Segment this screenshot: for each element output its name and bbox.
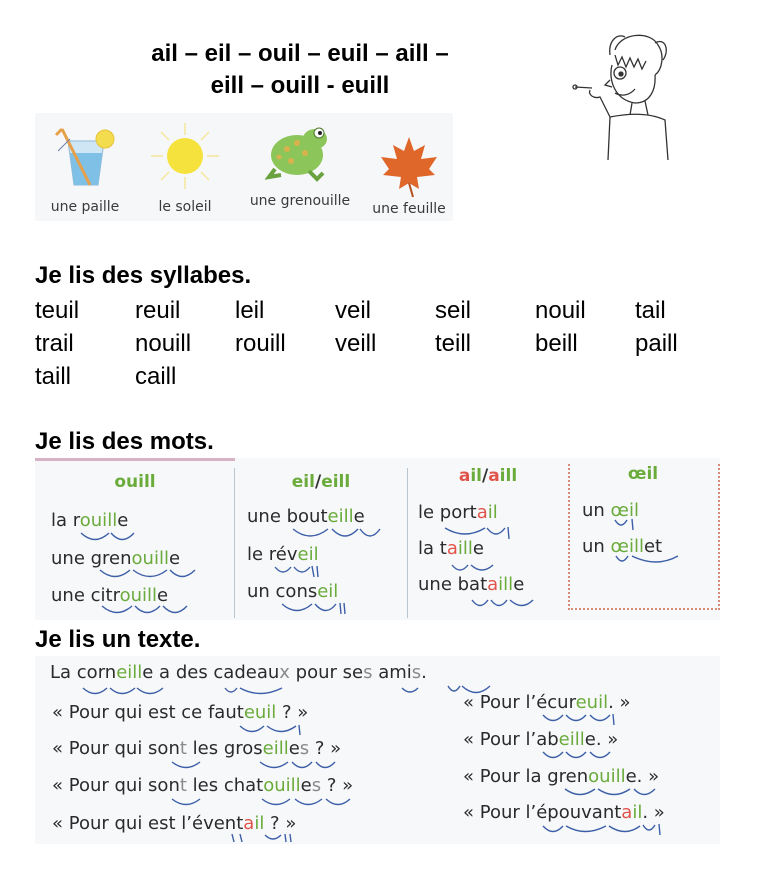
syllable: paill <box>635 330 678 357</box>
word-item: un œillet <box>582 536 663 557</box>
maple-leaf-icon <box>379 135 439 199</box>
text-line: « Pour l’abeille. » <box>463 729 619 750</box>
syllable: nouill <box>135 330 192 357</box>
word-item: le réveil <box>247 544 319 565</box>
word-item: le portail <box>418 502 498 523</box>
syllable: rouill <box>235 330 286 357</box>
frog-icon <box>265 121 335 183</box>
word-item: une grenouille <box>51 548 181 569</box>
word-column-ouill <box>35 458 235 620</box>
word-item: un conseil <box>247 581 339 602</box>
words-table <box>35 458 720 620</box>
text-heading: Je lis un texte. <box>35 626 201 653</box>
text-line: « Pour qui sont les chatouilles ? » <box>52 775 354 796</box>
word-item: une bataille <box>418 574 525 595</box>
column-heading: œil <box>627 464 659 484</box>
picture-item <box>365 113 453 221</box>
column-heading: ouill <box>114 472 156 492</box>
syllable: leil <box>235 297 265 324</box>
page-title <box>100 38 500 102</box>
text-line: « Pour qui est l’éventail ? » <box>52 813 297 834</box>
syllable: reuil <box>135 297 181 324</box>
column-heading: ail/aill <box>458 466 518 486</box>
word-item: la taille <box>418 538 484 559</box>
title-line-2: eill – ouill - euill <box>210 72 390 99</box>
syllable: caill <box>135 363 177 390</box>
picture-caption: le soleil <box>158 199 212 215</box>
picture-caption: une grenouille <box>249 193 351 209</box>
picture-caption: une paille <box>50 199 120 215</box>
text-line: « Pour qui est ce fauteuil ? » <box>52 702 309 723</box>
picture-strip <box>35 113 453 221</box>
word-item: une citrouille <box>51 585 169 606</box>
glass-with-straw-icon <box>50 121 120 189</box>
word-item: un œil <box>582 500 639 521</box>
syllable: taill <box>35 363 72 390</box>
syllable: veil <box>335 297 372 324</box>
picture-item <box>240 113 360 221</box>
syllable: trail <box>35 330 74 357</box>
syllable: beill <box>535 330 578 357</box>
text-line: « Pour qui sont les groseilles ? » <box>52 738 342 759</box>
word-column-oeil <box>570 458 716 620</box>
text-line: « Pour l’épouvantail. » <box>463 802 665 823</box>
syllables-heading: Je lis des syllabes. <box>35 262 252 289</box>
syllable: tail <box>635 297 666 324</box>
syllables-grid <box>35 294 735 393</box>
text-line: La corneille a des cadeaux pour ses amis. <box>50 662 427 683</box>
text-line: « Pour la grenouille. » <box>463 766 660 787</box>
syllable: nouil <box>535 297 586 324</box>
syllable: seil <box>435 297 472 324</box>
title-line-1: ail – eil – ouil – euil – aill – <box>151 40 449 67</box>
words-heading: Je lis des mots. <box>35 428 214 455</box>
word-item: la rouille <box>51 510 129 531</box>
word-item: une bouteille <box>247 506 365 527</box>
syllable: teuil <box>35 297 80 324</box>
girl-reading-icon <box>570 25 680 160</box>
picture-item <box>35 113 135 221</box>
text-line: « Pour l’écureuil. » <box>463 692 631 713</box>
word-column-ail-aill <box>408 458 568 620</box>
column-heading: eil/eill <box>291 472 351 492</box>
syllable: teill <box>435 330 472 357</box>
word-column-eil-eill <box>235 458 407 620</box>
picture-caption: une feuille <box>372 201 446 217</box>
syllable: veill <box>335 330 377 357</box>
picture-item <box>135 113 235 221</box>
sun-icon <box>145 121 225 191</box>
